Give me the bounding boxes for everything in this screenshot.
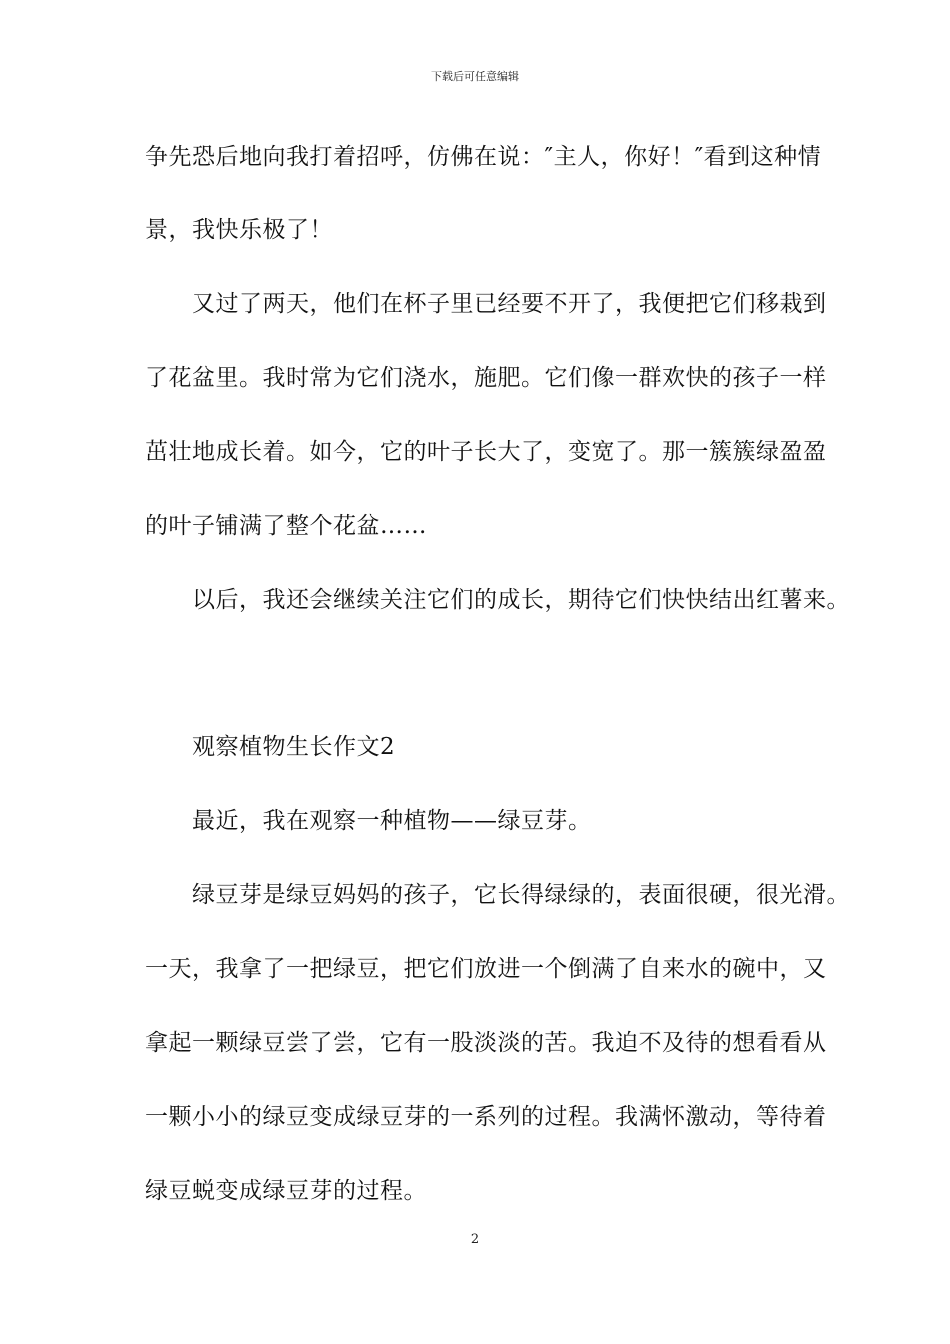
text-line: 了花盆里。我时常为它们浇水，施肥。它们像一群欢快的孩子一样	[145, 365, 827, 391]
text-line: 茁壮地成长着。如今，它的叶子长大了，变宽了。那一簇簇绿盈盈	[145, 439, 827, 465]
text-line: 拿起一颗绿豆尝了尝，它有一股淡淡的苦。我迫不及待的想看看从	[145, 1030, 827, 1056]
text-line: 以后，我还会继续关注它们的成长，期待它们快快结出红薯来。	[192, 587, 850, 613]
text-line: 景，我快乐极了！	[145, 217, 333, 243]
text-line: 争先恐后地向我打着招呼，仿佛在说：″主人，你好！″看到这种情	[145, 144, 822, 170]
text-line: 一颗小小的绿豆变成绿豆芽的一系列的过程。我满怀激动，等待着	[145, 1104, 827, 1130]
text-line: 绿豆蜕变成绿豆芽的过程。	[145, 1178, 427, 1204]
text-line: 最近，我在观察一种植物——绿豆芽。	[192, 808, 592, 834]
text-line: 绿豆芽是绿豆妈妈的孩子，它长得绿绿的，表面很硬，很光滑。	[192, 882, 850, 908]
section-title: 观察植物生长作文2	[192, 734, 396, 760]
page-number: 2	[470, 1232, 480, 1247]
text-line: 一天，我拿了一把绿豆，把它们放进一个倒满了自来水的碗中，又	[145, 956, 827, 982]
text-line: 的叶子铺满了整个花盆……	[145, 513, 427, 539]
page-header-note: 下载后可任意编辑	[431, 70, 519, 83]
text-line: 又过了两天，他们在杯子里已经要不开了，我便把它们移栽到	[192, 291, 827, 317]
